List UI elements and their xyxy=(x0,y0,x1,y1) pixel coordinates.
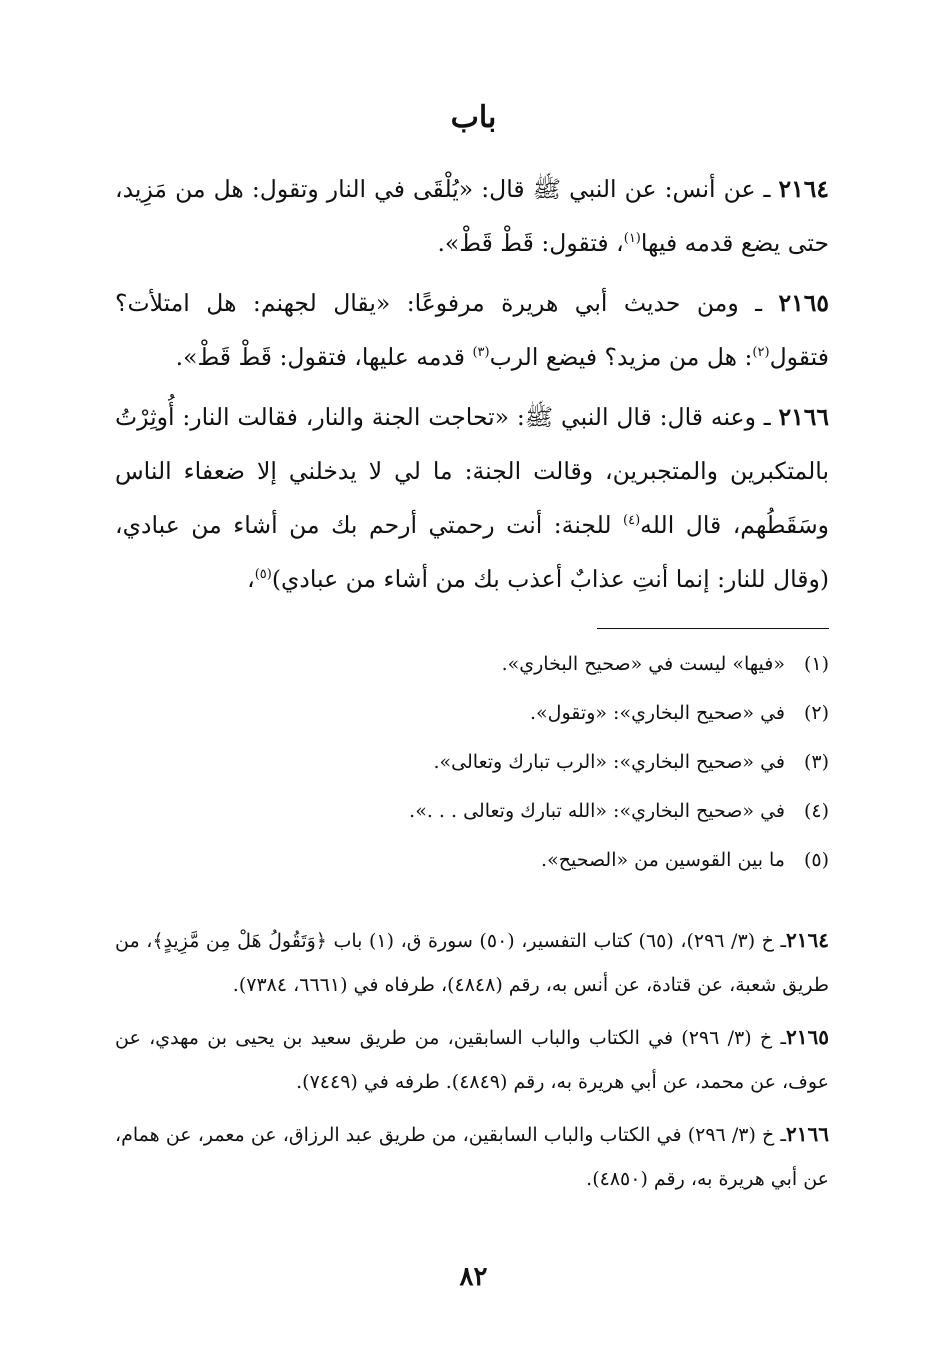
source-2166 xyxy=(115,1112,829,1201)
footnote-text: «فيها» ليست في «صحيح البخاري». xyxy=(501,653,785,675)
hadith-number: ٢١٦٦ xyxy=(778,403,829,431)
footnote-item xyxy=(115,640,829,689)
hadith-text-mid: للجنة: أنت رحمتي أرحم بك من أشاء من عبادي، (وقال للنار: إنما أنتِ عذابٌ أعذب بك من أشاء من عبادي) xyxy=(115,511,829,593)
chapter-heading: باب xyxy=(450,100,497,135)
footnote-number: (٥) xyxy=(803,849,829,871)
footnote-ref[interactable]: (٤) xyxy=(623,513,641,529)
hadith-text-mid: : هل من مزيد؟ فيضع الرب xyxy=(489,343,753,371)
hadith-text: ـ عن أنس: عن النبي ﷺ قال: «يُلْقَى في النار وتقول: هل من مَزِيد، حتى يضع قدمه فيها xyxy=(115,175,829,257)
hadith-text: ـ ومن حديث أبي هريرة مرفوعًا: «يقال لجهنم: هل امتلأت؟ فتقول xyxy=(115,289,829,371)
footnote-ref[interactable]: (٣) xyxy=(472,345,490,361)
source-2164 xyxy=(115,918,829,1007)
hadith-number: ٢١٦٤ xyxy=(778,175,829,203)
source-number: ٢١٦٥ xyxy=(786,1025,829,1049)
source-2165 xyxy=(115,1015,829,1104)
hadith-text-tail: ، فتقول: قَطْ قَطْ». xyxy=(437,229,624,257)
footnote-number: (٢) xyxy=(803,702,829,724)
hadith-2165 xyxy=(115,276,829,384)
footnote-ref[interactable]: (٥) xyxy=(254,567,272,583)
footnote-number: (٣) xyxy=(803,751,829,773)
source-text: ـ خ (٣/ ٢٩٦) في الكتاب والباب السابقين، من طريق عبد الرزاق، عن معمر، عن همام، عن أبي هريرة به، رقم (٤٨٥٠). xyxy=(115,1124,829,1190)
source-number: ٢١٦٦ xyxy=(786,1122,829,1146)
hadith-text-tail: ، xyxy=(247,565,255,593)
hadith-text-block xyxy=(115,162,829,612)
footnote-item xyxy=(115,787,829,836)
footnote-text: في «صحيح البخاري»: «الله تبارك وتعالى . . .». xyxy=(409,800,785,822)
footnote-item xyxy=(115,738,829,787)
footnote-divider xyxy=(597,628,829,629)
source-text: ـ خ (٣/ ٢٩٦) في الكتاب والباب السابقين، من طريق سعيد بن يحيى بن مهدي، عن عوف، عن محمد، عن أبي هريرة به، رقم (٤٨٤٩). طرفه في (٧٤٤٩). xyxy=(115,1027,829,1093)
footnote-item xyxy=(115,689,829,738)
footnote-number: (١) xyxy=(803,653,829,675)
source-number: ٢١٦٤ xyxy=(786,928,830,952)
takhrij-sources xyxy=(115,918,829,1209)
hadith-2164 xyxy=(115,162,829,270)
source-text: ـ خ (٣/ ٢٩٦)، (٦٥) كتاب التفسير، (٥٠) سورة ق، (١) باب ﴿وَتَقُولُ هَلْ مِن مَّزِيدٍ﴾، من طريق شعبة، عن قتادة، عن أنس به، رقم (٤٨٤٨)، طرفاه في (٦٦٦١، ٧٣٨٤). xyxy=(115,930,829,996)
footnote-item xyxy=(115,836,829,885)
page-number: ٨٢ xyxy=(459,1262,488,1292)
footnote-ref[interactable]: (١) xyxy=(623,231,641,247)
footnote-text: في «صحيح البخاري»: «الرب تبارك وتعالى». xyxy=(433,751,785,773)
footnote-number: (٤) xyxy=(803,800,829,822)
hadith-number: ٢١٦٥ xyxy=(778,289,829,317)
hadith-2166 xyxy=(115,390,829,606)
footnote-text: في «صحيح البخاري»: «وتقول». xyxy=(530,702,785,724)
footnote-text: ما بين القوسين من «الصحيح». xyxy=(541,849,785,871)
footnote-ref[interactable]: (٢) xyxy=(752,345,770,361)
hadith-text-tail: قدمه عليها، فتقول: قَطْ قَطْ». xyxy=(175,343,473,371)
footnotes-list xyxy=(115,640,829,885)
hadith-text: ـ وعنه قال: قال النبي ﷺ: «تحاجت الجنة والنار، فقالت النار: أُوثِرْتُ بالمتكبرين والمتجبرين، وقالت الجنة: ما لي لا يدخلني إلا ضعفاء الناس وسَقَطُهم، قال الله xyxy=(115,403,829,539)
